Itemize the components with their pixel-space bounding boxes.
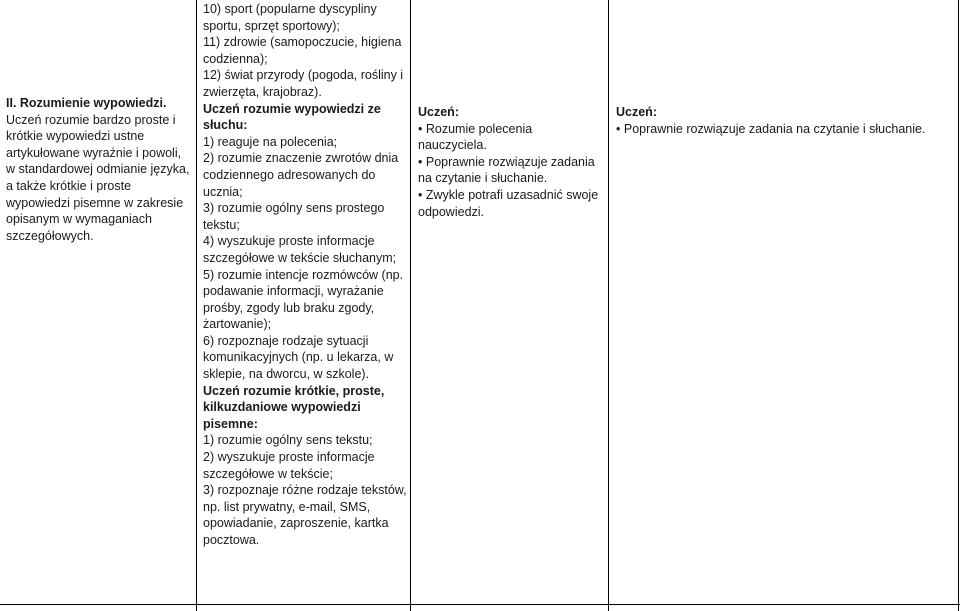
listening-item: 6) rozpoznaje rodzaje sytuacji komunikacyjnych (np. u lekarza, w sklepie, na dworcu, w szkole). — [203, 333, 394, 382]
topic-item: 12) świat przyrody (pogoda, rośliny i zwierzęta, krajobraz). — [203, 68, 404, 99]
topic-item: 10) sport (popularne dyscypliny sportu, sprzęt sportowy); — [203, 2, 377, 33]
criterion-item: • Rozumie polecenia nauczyciela. — [418, 121, 604, 154]
table-divider — [410, 0, 411, 611]
listening-item: 3) rozumie ogólny sens prostego tekstu; — [203, 201, 385, 232]
listening-item: 1) reaguje na polecenia; — [203, 134, 338, 149]
table-divider — [196, 0, 197, 611]
listening-heading: Uczeń rozumie wypowiedzi ze słuchu: — [203, 101, 381, 133]
grade-very-good-cell — [616, 104, 956, 137]
detailed-requirements-cell — [203, 1, 408, 549]
listening-item: 5) rozumie intencje rozmówców (np. podawanie informacji, wyrażanie prośby, zgody lub braku zgody, żartowanie); — [203, 267, 404, 332]
requirements-cell — [6, 95, 192, 244]
reading-item: 3) rozpoznaje różne rodzaje tekstów, np. list prywatny, e-mail, SMS, opowiadanie, zaproszenie, kartka pocztowa. — [203, 483, 407, 547]
grade-good-cell — [418, 104, 604, 220]
table-bottom-border — [0, 604, 960, 605]
section-description: Uczeń rozumie bardzo proste i krótkie wypowiedzi ustne artykułowane wyraźnie i powoli, w standardowej odmianie języka, a także krótkie i proste wypowiedzi pisemne w zakresie opisanym w wymaganiach szczegółowych. — [6, 112, 190, 243]
listening-item: 2) rozumie znaczenie zwrotów dnia codziennego adresowanych do ucznia; — [203, 151, 399, 199]
listening-item: 4) wyszukuje proste informacje szczegółowe w tekście słuchanym; — [203, 234, 397, 265]
criterion-item: • Poprawnie rozwiązuje zadania na czytanie i słuchanie. — [616, 121, 956, 138]
column-detailed-requirements — [196, 0, 410, 611]
reading-item: 1) rozumie ogólny sens tekstu; — [203, 433, 373, 448]
column-grade-good — [410, 0, 608, 611]
criterion-item: • Zwykle potrafi uzasadnić swoje odpowiedzi. — [418, 187, 604, 220]
section-heading: II. Rozumienie wypowiedzi. — [6, 96, 167, 110]
reading-heading: Uczeń rozumie krótkie, proste, kilkuzdaniowe wypowiedzi pisemne: — [203, 383, 385, 431]
column-requirements — [0, 0, 196, 611]
column-grade-very-good — [608, 0, 960, 611]
student-heading: Uczeń: — [418, 105, 459, 119]
reading-item: 2) wyszukuje proste informacje szczegółowe w tekście; — [203, 450, 375, 481]
topic-item: 11) zdrowie (samopoczucie, higiena codzienna); — [203, 35, 402, 66]
student-heading: Uczeń: — [616, 105, 657, 119]
table-divider — [958, 0, 959, 611]
table-divider — [608, 0, 609, 611]
criterion-item: • Poprawnie rozwiązuje zadania na czytanie i słuchanie. — [418, 154, 604, 187]
